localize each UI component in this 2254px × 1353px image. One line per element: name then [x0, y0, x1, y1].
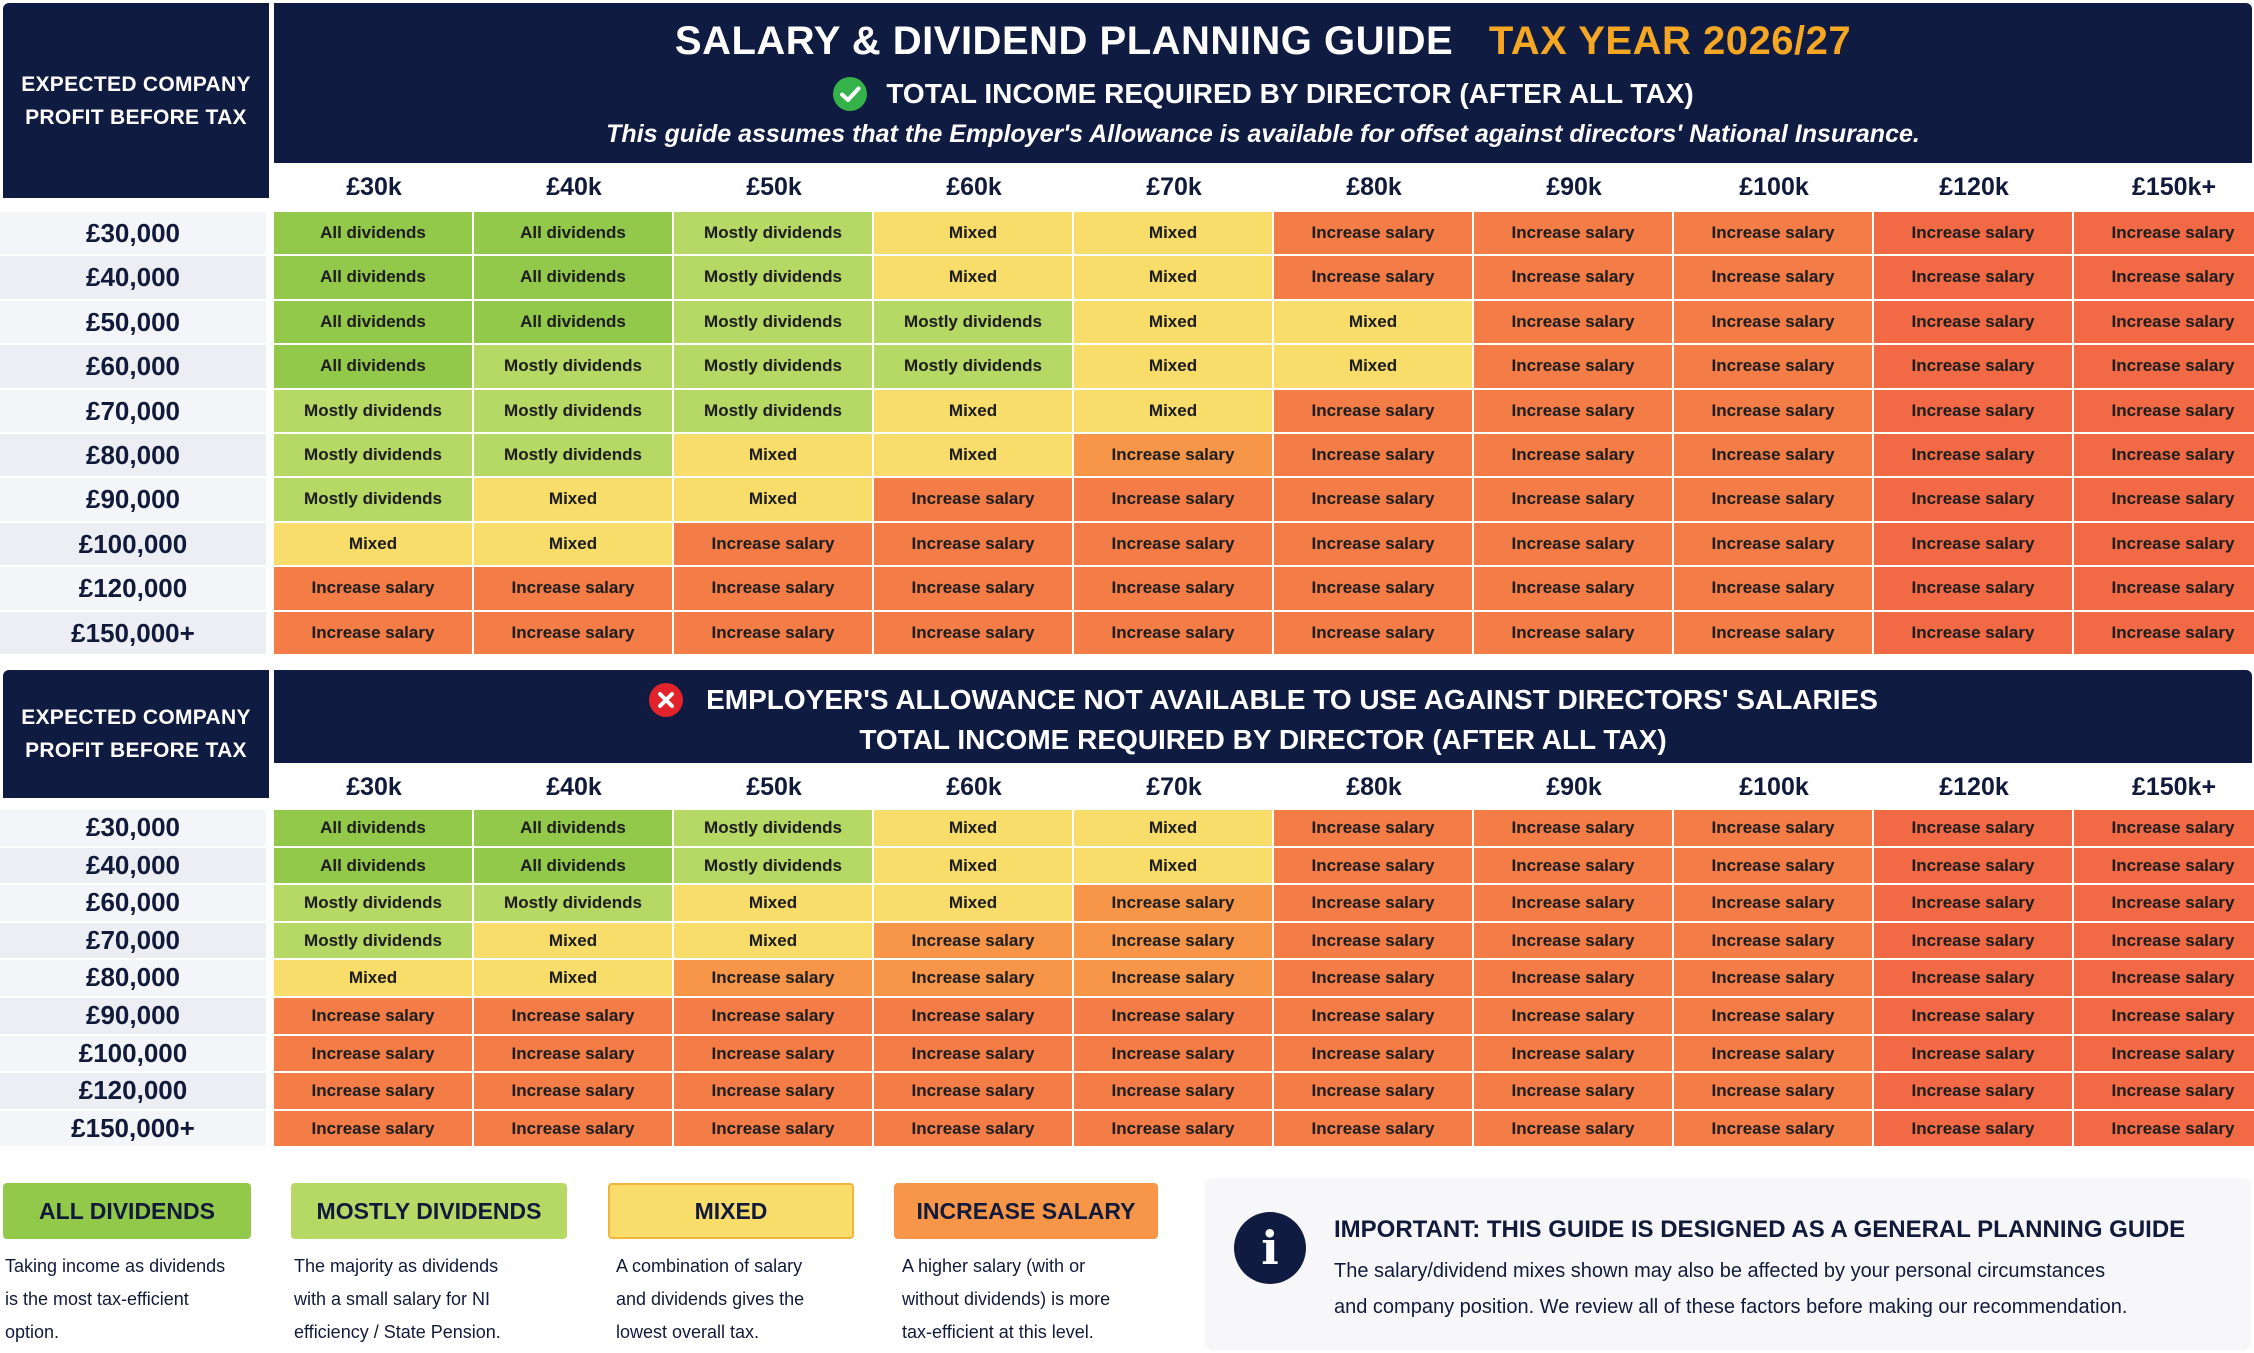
table-1-cell: Increase salary — [1674, 612, 1872, 654]
table-2-cell: Increase salary — [1474, 923, 1672, 959]
table-1-cell: Increase salary — [674, 612, 872, 654]
table-1-cell: All dividends — [274, 256, 472, 298]
column-header: £70k — [1146, 773, 1202, 801]
table-1-cell: Increase salary — [1674, 345, 1872, 387]
table-1-cell: Mixed — [874, 390, 1072, 432]
table-2-cell: Increase salary — [1674, 885, 1872, 921]
table-2-cell: Mixed — [1074, 810, 1272, 846]
table-2-cell: Increase salary — [274, 1111, 472, 1147]
table-2-cell: Increase salary — [874, 1036, 1072, 1072]
table-2-cell: Increase salary — [1274, 810, 1472, 846]
table-1-row-label: £50,000 — [0, 301, 266, 343]
table-2-cell: Increase salary — [1474, 810, 1672, 846]
legend-desc-line: without dividends) is more — [902, 1289, 1111, 1309]
table-2-cell: Increase salary — [474, 998, 672, 1034]
table-2-cell: Increase salary — [874, 998, 1072, 1034]
table-1-cell: Increase salary — [874, 612, 1072, 654]
important-note — [1206, 1178, 2250, 1348]
table-2-cell: Increase salary — [274, 1073, 472, 1109]
table-2-cell: Increase salary — [1274, 1111, 1472, 1147]
table-2-row-label: £80,000 — [0, 960, 266, 996]
table-1-cell: Mixed — [1074, 345, 1272, 387]
tax-year: TAX YEAR 2026/27 — [1488, 19, 1852, 63]
legend-mostly-dividends-desc — [294, 1250, 574, 1349]
table-1-cell: Mostly dividends — [674, 301, 872, 343]
table-1-cell: Increase salary — [1474, 478, 1672, 520]
table-1-cell: Increase salary — [1274, 478, 1472, 520]
table-1-cell: All dividends — [274, 301, 472, 343]
table-2-cell: Increase salary — [1874, 1073, 2072, 1109]
legend-increase-salary — [894, 1183, 1158, 1239]
important-title: IMPORTANT: THIS GUIDE IS DESIGNED AS A GENERAL PLANNING GUIDE — [1334, 1216, 2186, 1243]
table-1-cell: Increase salary — [2074, 567, 2254, 609]
table-2-cell: Increase salary — [874, 960, 1072, 996]
table-2-cell: Mixed — [674, 923, 872, 959]
column-header: £150k+ — [2131, 773, 2217, 801]
table-2-cell: Mixed — [474, 960, 672, 996]
table-1-cell: Increase salary — [474, 612, 672, 654]
table-2-cell: Increase salary — [1274, 1036, 1472, 1072]
table-1-cell: Increase salary — [2074, 345, 2254, 387]
table-2-cell: All dividends — [474, 810, 672, 846]
table-1-cell: Increase salary — [1874, 256, 2072, 298]
table-1-cell: Increase salary — [1474, 612, 1672, 654]
table-1-cell: Increase salary — [1474, 567, 1672, 609]
legend-desc-line: and dividends gives the — [616, 1289, 805, 1309]
table-2-cell: Increase salary — [2074, 1036, 2254, 1072]
table-1-cell: Increase salary — [1274, 567, 1472, 609]
table-2-cell: Increase salary — [1674, 810, 1872, 846]
legend-desc-line: lowest overall tax. — [616, 1322, 760, 1342]
table-2-cell: Increase salary — [674, 998, 872, 1034]
table-1-cell: Increase salary — [1074, 434, 1272, 476]
corner-line-1: EXPECTED COMPANY — [21, 706, 251, 729]
legend-desc-line: option. — [5, 1322, 60, 1342]
column-header: £50k — [746, 773, 802, 801]
table-1-cell: Increase salary — [1674, 434, 1872, 476]
table-2-cell: Increase salary — [674, 1073, 872, 1109]
table-1-cell: Increase salary — [274, 612, 472, 654]
legend-increase-salary-desc — [902, 1250, 1172, 1349]
table-1-cell: All dividends — [474, 256, 672, 298]
column-header: £100k — [1739, 773, 1809, 801]
table-2-cell: Increase salary — [1674, 848, 1872, 884]
table-1-cell: Increase salary — [1274, 434, 1472, 476]
column-header: £50k — [746, 173, 802, 201]
table-1-cell: Increase salary — [1274, 612, 1472, 654]
table-2-cell: Mostly dividends — [674, 848, 872, 884]
page-title: SALARY & DIVIDEND PLANNING GUIDE — [674, 19, 1454, 63]
table-2-cell: Increase salary — [1874, 923, 2072, 959]
column-header: £90k — [1546, 173, 1602, 201]
table-2-cell: Increase salary — [2074, 1073, 2254, 1109]
legend-desc-line: A combination of salary — [616, 1256, 803, 1276]
legend-all-dividends — [3, 1183, 251, 1239]
table-2-cell: Increase salary — [2074, 885, 2254, 921]
table-1-cell: Mixed — [674, 478, 872, 520]
table-1-cell: Increase salary — [274, 567, 472, 609]
table-1-row-label: £120,000 — [0, 567, 266, 609]
column-header: £80k — [1346, 773, 1402, 801]
table-2-cell: Mostly dividends — [274, 923, 472, 959]
table-2-cell: Increase salary — [1874, 885, 2072, 921]
table-2-cell: Increase salary — [1474, 1073, 1672, 1109]
table-2-cell: Increase salary — [1474, 885, 1672, 921]
table-2-cell: Increase salary — [1274, 885, 1472, 921]
table-1-row-label: £80,000 — [0, 434, 266, 476]
table-1-cell: All dividends — [274, 345, 472, 387]
table-1-cell: Increase salary — [674, 567, 872, 609]
table-1-cell: Increase salary — [1874, 390, 2072, 432]
table-2-cell: Increase salary — [1874, 1111, 2072, 1147]
column-header: £70k — [1146, 173, 1202, 201]
table-2-cell: Increase salary — [1274, 923, 1472, 959]
table-1-note: This guide assumes that the Employer's Allowance is available for offset against directors' National Insurance. — [606, 120, 1920, 148]
table-1-cell: Increase salary — [1474, 301, 1672, 343]
table-1-row-label: £70,000 — [0, 390, 266, 432]
table-2-cell: Increase salary — [1074, 998, 1272, 1034]
column-header: £40k — [546, 173, 602, 201]
table-2-cell: Increase salary — [874, 923, 1072, 959]
table-2-cell: Mostly dividends — [474, 885, 672, 921]
table-1-row-label: £60,000 — [0, 345, 266, 387]
table-1-cell: Mixed — [1274, 345, 1472, 387]
table-1-cell: Increase salary — [1674, 301, 1872, 343]
legend-label: INCREASE SALARY — [916, 1197, 1136, 1224]
table-1-cell: Increase salary — [1674, 478, 1872, 520]
table-1-cell: Increase salary — [674, 523, 872, 565]
table-2-cell: Increase salary — [674, 1036, 872, 1072]
table-2-cell: Increase salary — [2074, 998, 2254, 1034]
corner-line-2: PROFIT BEFORE TAX — [25, 105, 247, 129]
table-1-cell: Mixed — [1074, 256, 1272, 298]
table-2-row-label: £150,000+ — [0, 1111, 266, 1147]
table-2-cell: Increase salary — [1874, 848, 2072, 884]
table-1-cell: Increase salary — [1474, 212, 1672, 254]
table-1-cell: Increase salary — [1674, 523, 1872, 565]
table-1-cell: Increase salary — [2074, 612, 2254, 654]
legend-label: MIXED — [694, 1197, 768, 1224]
table-2-cell: Mixed — [874, 810, 1072, 846]
table-1-cell: Mostly dividends — [674, 390, 872, 432]
table-1-cell: Increase salary — [1874, 345, 2072, 387]
legend-all-dividends-desc — [5, 1250, 255, 1349]
table-1-cell: Increase salary — [1674, 256, 1872, 298]
table-1-cell: Increase salary — [1874, 301, 2072, 343]
table-2-column-headers — [274, 766, 2254, 808]
table-1-cell: Mostly dividends — [274, 434, 472, 476]
table-1-cell: Increase salary — [1874, 612, 2072, 654]
table-1-cell: Mixed — [474, 478, 672, 520]
column-header: £120k — [1939, 773, 2009, 801]
corner-label — [3, 3, 269, 198]
table-2-cell: All dividends — [274, 848, 472, 884]
legend-desc-line: with a small salary for NI — [294, 1289, 491, 1309]
table-1-row-label: £90,000 — [0, 478, 266, 520]
table-2-row-label: £90,000 — [0, 998, 266, 1034]
table-2-row-label: £40,000 — [0, 848, 266, 884]
column-header: £90k — [1546, 773, 1602, 801]
table-2-cell: Increase salary — [1074, 960, 1272, 996]
table-2-cell: Increase salary — [1074, 1111, 1272, 1147]
table-2-cell: Increase salary — [1474, 960, 1672, 996]
table-2-cell: Increase salary — [474, 1073, 672, 1109]
table-1-cell: Mostly dividends — [674, 345, 872, 387]
table-1-cell: Increase salary — [1474, 434, 1672, 476]
table-1-row-label: £150,000+ — [0, 612, 266, 654]
table-1-cell: Increase salary — [2074, 212, 2254, 254]
legend-label: MOSTLY DIVIDENDS — [316, 1197, 542, 1224]
table-1-cell: Increase salary — [1874, 212, 2072, 254]
legend-desc-line: A higher salary (with or — [902, 1256, 1086, 1276]
column-header: £100k — [1739, 173, 1809, 201]
table-2-cell: Increase salary — [1674, 1036, 1872, 1072]
table-2-row-label: £60,000 — [0, 885, 266, 921]
column-header: £150k+ — [2131, 173, 2217, 201]
table-1-cell: Increase salary — [1074, 612, 1272, 654]
table-1-column-headers — [274, 166, 2254, 208]
table-2-cell: Increase salary — [1074, 1073, 1272, 1109]
table-2-cell: Increase salary — [1874, 1036, 2072, 1072]
table-1-cell: Mixed — [1074, 212, 1272, 254]
important-line-1: The salary/dividend mixes shown may also be affected by your personal circumstances — [1334, 1260, 2106, 1282]
table-2-cell: Increase salary — [1874, 810, 2072, 846]
table-1-cell: Mostly dividends — [474, 345, 672, 387]
table-1-cell: Increase salary — [1474, 523, 1672, 565]
table-1-header — [274, 3, 2252, 163]
table-2-cell: Increase salary — [1474, 848, 1672, 884]
table-1-cell: Increase salary — [1674, 212, 1872, 254]
info-icon-glyph: i — [1261, 1221, 1279, 1275]
important-line-2: and company position. We review all of these factors before making our recommendation. — [1334, 1296, 2128, 1318]
table-1-cell: Mostly dividends — [274, 390, 472, 432]
table-1-cell: Increase salary — [1474, 390, 1672, 432]
table-2-cell: Increase salary — [1074, 1036, 1272, 1072]
table-2-cell: Increase salary — [274, 998, 472, 1034]
table-1-cell: Mixed — [474, 523, 672, 565]
table-2-cell: Increase salary — [1674, 1073, 1872, 1109]
table-2-cell: Increase salary — [474, 1111, 672, 1147]
table-1-cell: Increase salary — [1074, 523, 1272, 565]
table-1-cell: Increase salary — [1874, 434, 2072, 476]
table-1-cell: Mostly dividends — [674, 256, 872, 298]
table-2-cell: Increase salary — [474, 1036, 672, 1072]
column-header: £30k — [346, 173, 402, 201]
table-2-cell: Increase salary — [1474, 998, 1672, 1034]
table-2-cell: Increase salary — [1074, 923, 1272, 959]
table-2-row-label: £70,000 — [0, 923, 266, 959]
corner-line-1: EXPECTED COMPANY — [21, 72, 251, 96]
table-2-cell: Increase salary — [2074, 923, 2254, 959]
column-header: £60k — [946, 773, 1002, 801]
table-1-cell: Mostly dividends — [474, 434, 672, 476]
table-1-cell: All dividends — [474, 301, 672, 343]
table-2-cell: Increase salary — [1874, 998, 2072, 1034]
table-2-cell: Increase salary — [1674, 998, 1872, 1034]
table-2-cell: Mixed — [274, 960, 472, 996]
legend-label: ALL DIVIDENDS — [39, 1197, 215, 1224]
table-2-cell: Increase salary — [674, 1111, 872, 1147]
table-1-cell: Increase salary — [1674, 567, 1872, 609]
table-1-cell: Increase salary — [1474, 256, 1672, 298]
table-2-cell: Increase salary — [874, 1073, 1072, 1109]
legend-desc-line: tax-efficient at this level. — [902, 1322, 1094, 1342]
table-1-cell: Increase salary — [874, 478, 1072, 520]
table-2-cell: Increase salary — [1474, 1111, 1672, 1147]
table-2-title: EMPLOYER'S ALLOWANCE NOT AVAILABLE TO USE AGAINST DIRECTORS' SALARIES — [706, 684, 1878, 715]
table-1-cell: Increase salary — [2074, 301, 2254, 343]
table-1-cell: Mixed — [674, 434, 872, 476]
column-header: £60k — [946, 173, 1002, 201]
table-1-cell: Increase salary — [474, 567, 672, 609]
table-1-cell: Mixed — [1074, 390, 1272, 432]
table-1-row-label: £100,000 — [0, 523, 266, 565]
table-2-row-label: £120,000 — [0, 1073, 266, 1109]
table-1-cell: Increase salary — [1874, 478, 2072, 520]
table-1-cell: All dividends — [474, 212, 672, 254]
table-1-cell: Increase salary — [1874, 523, 2072, 565]
table-2-cell: Increase salary — [1674, 1111, 1872, 1147]
legend-mostly-dividends — [291, 1183, 567, 1239]
table-2-cell: Increase salary — [1674, 923, 1872, 959]
legend-desc-line: efficiency / State Pension. — [294, 1322, 501, 1342]
table-1-cell: Increase salary — [2074, 478, 2254, 520]
table-1-cell: Mixed — [274, 523, 472, 565]
table-2-cell: Increase salary — [274, 1036, 472, 1072]
table-1-cell: Mixed — [1074, 301, 1272, 343]
table-2-cell: Increase salary — [1874, 960, 2072, 996]
table-2-cell: All dividends — [274, 810, 472, 846]
table-1-cell: Mostly dividends — [674, 212, 872, 254]
table-1-cell: Increase salary — [1274, 523, 1472, 565]
table-1-cell: Mixed — [1274, 301, 1472, 343]
table-2-subtitle: TOTAL INCOME REQUIRED BY DIRECTOR (AFTER ALL TAX) — [859, 724, 1667, 755]
table-1-cell: Mostly dividends — [874, 301, 1072, 343]
table-1-row-label: £40,000 — [0, 256, 266, 298]
table-2-cell: Increase salary — [1274, 848, 1472, 884]
corner-line-2: PROFIT BEFORE TAX — [25, 739, 247, 762]
table-1-cell: Increase salary — [874, 523, 1072, 565]
table-1-cell: Mostly dividends — [874, 345, 1072, 387]
table-2-cell: Increase salary — [2074, 960, 2254, 996]
cross-circle-icon — [648, 682, 684, 718]
table-1-row-label: £30,000 — [0, 212, 266, 254]
table-2-cell: Increase salary — [1074, 885, 1272, 921]
table-1-cell: Increase salary — [1274, 256, 1472, 298]
legend-desc-line: Taking income as dividends — [5, 1256, 226, 1276]
table-2-cell: Increase salary — [2074, 848, 2254, 884]
table-1-cell: Increase salary — [1074, 478, 1272, 520]
table-2-cell: All dividends — [474, 848, 672, 884]
table-2-cell: Increase salary — [1274, 960, 1472, 996]
check-circle-icon — [832, 76, 868, 112]
table-1-cell: All dividends — [274, 212, 472, 254]
legend-mixed — [608, 1183, 854, 1239]
table-1-cell: Increase salary — [2074, 523, 2254, 565]
table-2-cell: Mixed — [474, 923, 672, 959]
table-2-row-label: £100,000 — [0, 1036, 266, 1072]
column-header: £30k — [346, 773, 402, 801]
table-1-cell: Increase salary — [1274, 390, 1472, 432]
table-1-cell: Increase salary — [2074, 434, 2254, 476]
column-header: £80k — [1346, 173, 1402, 201]
table-1-cell: Increase salary — [1274, 212, 1472, 254]
info-icon — [1234, 1212, 1306, 1284]
corner-label-2 — [3, 670, 269, 798]
table-1-cell: Increase salary — [874, 567, 1072, 609]
table-2-cell: Mixed — [1074, 848, 1272, 884]
table-2-cell: Increase salary — [1274, 1073, 1472, 1109]
column-header: £120k — [1939, 173, 2009, 201]
table-2-cell: Mostly dividends — [274, 885, 472, 921]
table-1-cell: Mostly dividends — [274, 478, 472, 520]
legend-mixed-desc — [616, 1250, 866, 1349]
table-1-cell: Increase salary — [2074, 390, 2254, 432]
table-2-cell: Mixed — [874, 848, 1072, 884]
legend-desc-line: The majority as dividends — [294, 1256, 499, 1276]
table-1-cell: Increase salary — [1474, 345, 1672, 387]
table-1-cell: Mixed — [874, 256, 1072, 298]
table-2-cell: Increase salary — [674, 960, 872, 996]
table-2-cell: Increase salary — [2074, 1111, 2254, 1147]
table-1-cell: Increase salary — [1074, 567, 1272, 609]
table-1-cell: Mixed — [874, 434, 1072, 476]
table-2-cell: Mixed — [674, 885, 872, 921]
table-1-subtitle: TOTAL INCOME REQUIRED BY DIRECTOR (AFTER ALL TAX) — [886, 78, 1694, 109]
table-2-cell: Increase salary — [1274, 998, 1472, 1034]
table-2-header — [274, 670, 2252, 763]
column-header: £40k — [546, 773, 602, 801]
table-1-cell: Mixed — [874, 212, 1072, 254]
table-2-cell: Mostly dividends — [674, 810, 872, 846]
table-1-cell: Increase salary — [1874, 567, 2072, 609]
table-2-cell: Increase salary — [874, 1111, 1072, 1147]
legend-desc-line: is the most tax-efficient — [5, 1289, 189, 1309]
table-2-cell: Increase salary — [1474, 1036, 1672, 1072]
table-1-cell: Increase salary — [1674, 390, 1872, 432]
table-1-cell: Mostly dividends — [474, 390, 672, 432]
table-2-cell: Increase salary — [1674, 960, 1872, 996]
table-2-row-label: £30,000 — [0, 810, 266, 846]
table-2-cell: Increase salary — [2074, 810, 2254, 846]
table-2-cell: Mixed — [874, 885, 1072, 921]
table-1-cell: Increase salary — [2074, 256, 2254, 298]
